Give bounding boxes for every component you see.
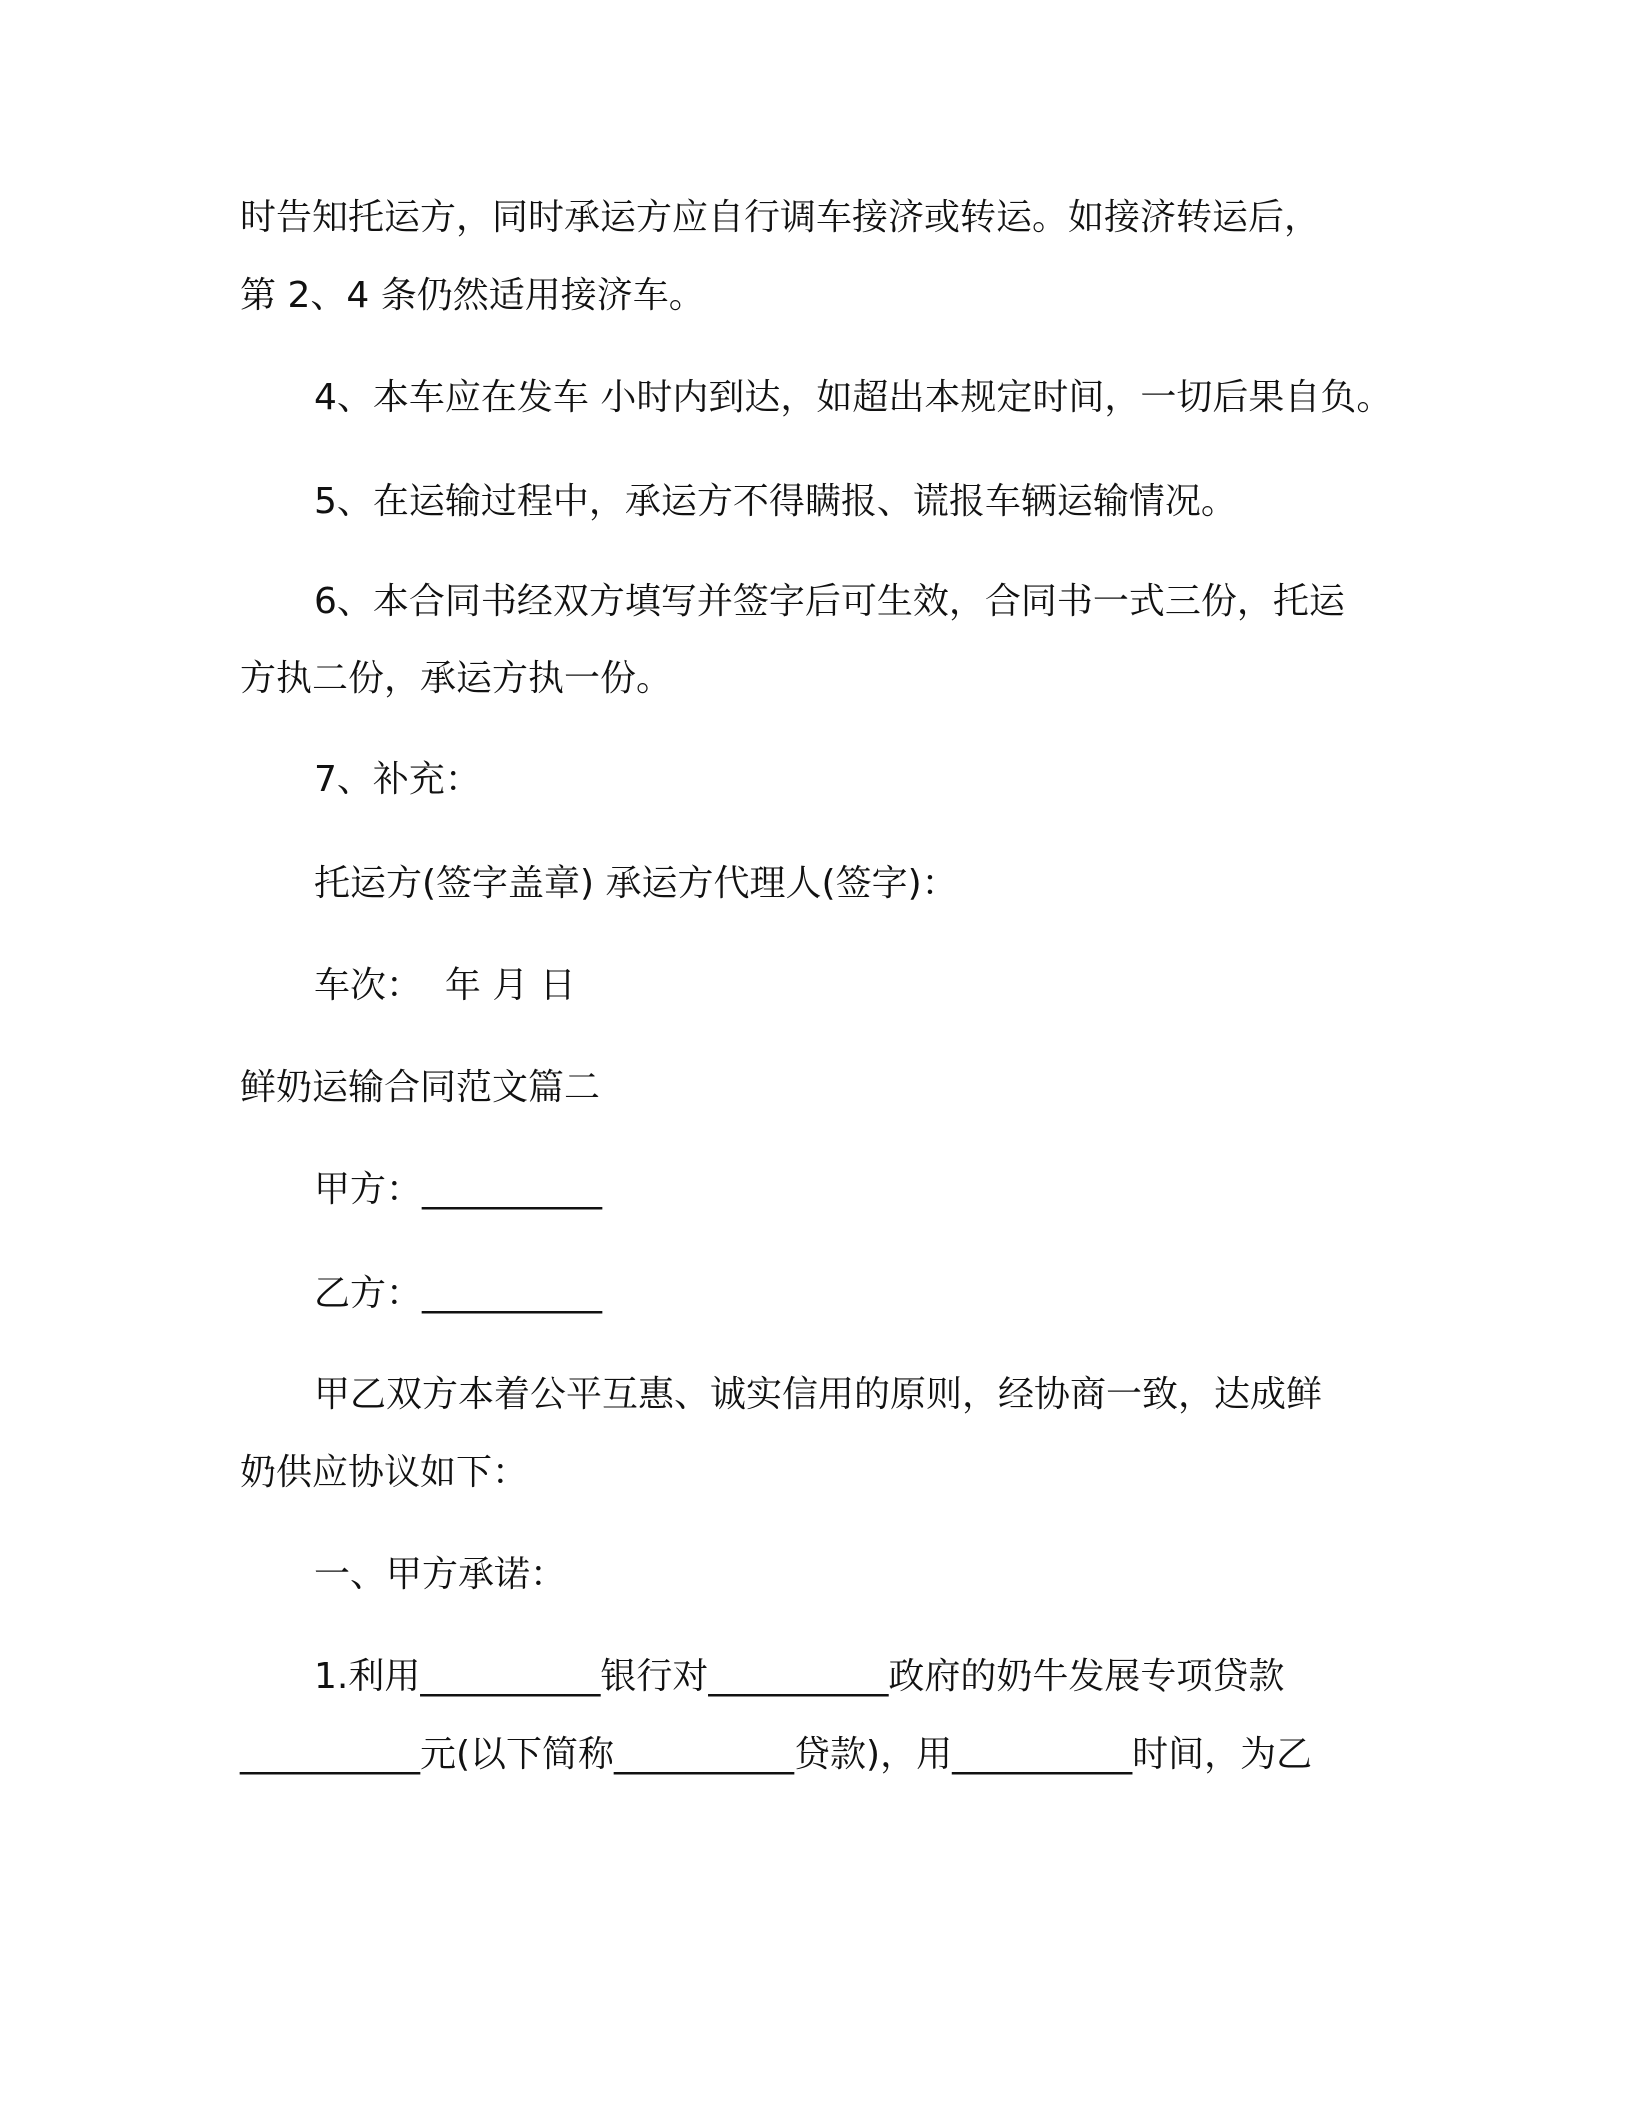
section-heading: 一、甲方承诺： <box>314 1554 567 1595</box>
signature-line: 托运方(签字盖章) 承运方代理人(签字)： <box>314 863 958 904</box>
date-line: 车次： 年 月 日 <box>314 965 576 1006</box>
paragraph-line: 甲乙双方本着公平互惠、诚实信用的原则，经协商一致，达成鲜 <box>314 1374 1323 1415</box>
clause-4: 4、本车应在发车 小时内到达，如超出本规定时间，一切后果自负。 <box>314 377 1393 418</box>
paragraph-line: 时告知托运方，同时承运方应自行调车接济或转运。如接济转运后， <box>240 197 1321 238</box>
clause-5: 5、在运输过程中，承运方不得瞒报、谎报车辆运输情况。 <box>314 481 1237 522</box>
paragraph-line: 第 2、4 条仍然适用接济车。 <box>240 275 705 316</box>
clause-6: 6、本合同书经双方填写并签字后可生效，合同书一式三份，托运 <box>314 581 1345 622</box>
clause-1: 1.利用__________银行对__________政府的奶牛发展专项贷款 <box>314 1656 1285 1697</box>
clause-7: 7、补充： <box>314 759 481 800</box>
paragraph-line: 方执二份，承运方执一份。 <box>240 658 673 699</box>
paragraph-line: __________元(以下简称__________贷款)，用__________时间，为乙 <box>240 1734 1313 1775</box>
party-b-field: 乙方：__________ <box>314 1273 603 1314</box>
party-a-field: 甲方：__________ <box>314 1169 603 1210</box>
section-title: 鲜奶运输合同范文篇二 <box>240 1067 601 1108</box>
paragraph-line: 奶供应协议如下： <box>240 1452 529 1493</box>
